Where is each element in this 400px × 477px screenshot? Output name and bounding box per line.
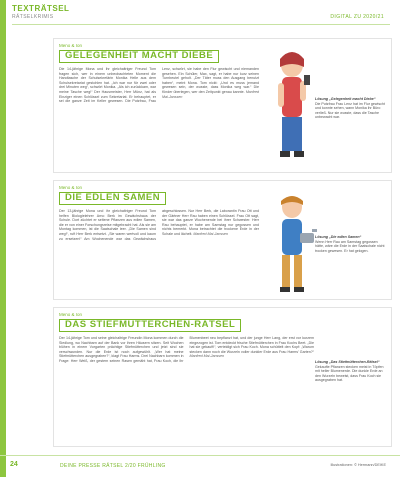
accent-side-bar	[0, 0, 6, 477]
solution-title: Lösung „Gelegenheit macht Diebe“	[315, 97, 376, 101]
illustration-girl-with-phone	[264, 45, 320, 171]
article-kicker: Meno & Ion	[59, 43, 83, 48]
article-stiefmuetterchen	[53, 307, 392, 447]
article-author: Manfred Mai-Janssen	[189, 354, 225, 359]
article-kicker: Meno & Ion	[59, 312, 83, 317]
article-body	[59, 209, 259, 297]
article-headline: DIE EDLEN SAMEN	[65, 192, 161, 203]
solution-box	[315, 235, 385, 253]
article-body	[59, 67, 259, 171]
section-subtitle: RÄTSELKRIMIS	[12, 14, 54, 20]
footer-divider	[0, 455, 400, 456]
article-headline: GELEGENHEIT MACHT DIEBE	[65, 50, 214, 61]
article-author: Manfred Mai-Janssen	[193, 231, 228, 236]
section-title: TEXTRÄTSEL	[12, 4, 70, 13]
article-gelegenheit	[53, 38, 392, 173]
headline-frame	[59, 192, 166, 205]
solution-title: Lösung „Das Stiefmütterchen-Rätsel“	[315, 360, 380, 364]
page-header	[12, 4, 392, 26]
solution-title: Lösung „Die edlen Samen“	[315, 235, 362, 239]
article-text: Die 14-jährige Mona und ihr gleichaltriger Freund Tom fragen sich, wer in einem unbeobachteten Moment die Handtasche der Schulsekretärin Monika Helle aus dem Schulsekretariat gestohlen hat. „Ich war nur für zwei oder drei Minuten weg“, schwört Monika. „Als ich zurückkam, war meine Tasche weg!“ Der Hausmeister, Herr Münz, hat als Einziger einen Schlüssel zum Sekretariat. Er behauptet, er sei die ganze Zeit im Keller gewesen. Die Putzfrau, Frau Lenz, schwört, sie habe den Flur gewischt und niemanden gesehen. Ein Schüler, Max, sagt, er habe nur kurz seinen Turnbeutel geholt. „Der Täter muss den Ausgang benutzt haben“, meint Mona. Tom nickt: „Und es muss jemand gewesen sein, der wusste, dass Monika weg war.“ Die Kinder überlegen, wer den Zeitpunkt genau kannte.	[59, 67, 259, 104]
headline-frame	[59, 319, 241, 332]
solution-box	[315, 97, 385, 120]
article-text: Der 13-jährige Mona und ihr gleichaltriger Freund Tom helfen Biologielehrer Arno Berk im Gewächshaus der Schule. Dort züchtet er seltene Pflanzen aus edlen Samen, die er von einer Forschungsreise mitgebracht hat. Als sie am Montag kommen, ist die Saatschale leer. „Die Samen sind weg!“, ruft Herr Berk entsetzt. „Sie waren wertvoll und kaum zu ersetzen!“ Am Wochenende war das Gewächshaus abgeschlossen. Nur Herr Berk, die Laborantin Frau Ott und der Gärtner Herr Rau haben einen Schlüssel. Frau Ott sagt, sie war das ganze Wochenende bei ihrer Schwester. Herr Rau behauptet, er habe am Samstag nur gegossen und nichts bemerkt. Mona betrachtet die trockene Erde in der Schale und lächelt.	[59, 209, 259, 241]
headline-frame	[59, 50, 219, 63]
page-number: 24	[10, 461, 18, 468]
article-headline: DAS STIEFMÜTTERCHEN-RÄTSEL	[65, 319, 236, 330]
solution-text: Gekaufte Pflanzen stecken meist in Töpfen mit heller Blumenerde. Die dunkle Erde an den Wurzeln beweist, dass Frau Koch sie ausgegraben hat.	[315, 364, 384, 382]
solution-text: Wenn Herr Rau am Samstag gegossen hätte, wäre die Erde in der Saatschale nicht trocken gewesen. Er hat gelogen.	[315, 239, 385, 253]
illustration-boy-with-watering-can	[264, 189, 320, 297]
digital-label: DIGITAL ZU 2020/21	[330, 14, 384, 20]
article-body	[59, 336, 314, 444]
article-edle-samen	[53, 180, 392, 300]
header-divider	[12, 24, 390, 25]
magazine-name: DEINE PRESSE RÄTSEL 2/20 FRÜHLING	[60, 463, 166, 469]
solution-box	[315, 360, 385, 383]
article-kicker: Meno & Ion	[59, 185, 83, 190]
article-text: Der 14-jährige Tom und seine gleichaltrige Freundin Mona kommen durch die Siedlung, wo Nachbarn auf der Bank vor ihren Häusern sitzen. Seit Wochen blühen in einem Vorgarten prächtige Stiefmütterchen und jetzt sind sie verschwunden. Nur die Erde ist noch aufgewühlt. „Wer hat meine Stiefmütterchen ausgegraben?“, klagt Frau Harms. Drei Nachbarn kommen in Frage: Herr Weiß, der gestern seinen Rasen gemäht hat, Frau Koch, die ihr Blumenbeet neu bepflanzt hat, und der junge Herr Lang, der erst vor kurzem eingezogen ist. Tom entdeckt frische Stiefmütterchen in Frau Kochs Beet. „Die hat sie gekauft!“, verteidigt sich Frau Koch. Mona schüttelt den Kopf: „Warum stecken dann noch die Wurzeln voller dunkler Erde aus Frau Harms’ Garten?“	[59, 336, 314, 363]
page-footer	[0, 458, 400, 477]
article-author: Manfred Mai-Janssen	[162, 89, 259, 99]
solution-text: Die Putzfrau Frau Lenz hat im Flur gewischt und konnte sehen, wann Monika ihr Büro verließ. Nur sie wusste, dass die Tasche unbewacht war.	[315, 101, 385, 119]
illustration-credit: Illustrationen: © Hermann/DEIKE	[330, 463, 386, 467]
